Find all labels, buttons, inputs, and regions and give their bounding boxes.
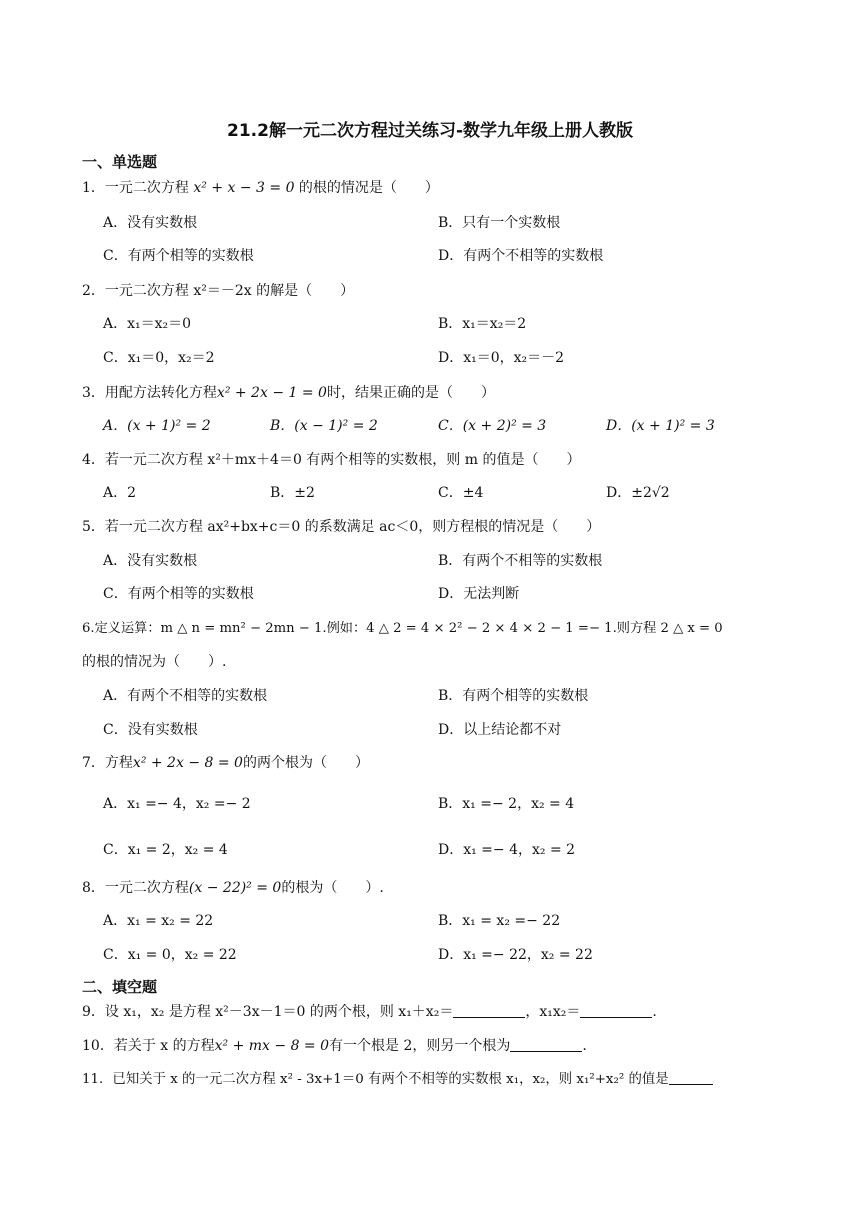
question-7: 7．方程x² + 2x − 8 = 0的两个根为（ ）: [82, 755, 369, 771]
q5-option-b: B．有两个不相等的实数根: [438, 553, 603, 569]
question-1: 1．一元二次方程 x² + x − 3 = 0 的根的情况是（ ）: [82, 180, 439, 196]
q6-option-b: B．有两个相等的实数根: [438, 688, 589, 704]
q1-option-c: C．有两个相等的实数根: [103, 248, 254, 264]
question-3: 3．用配方法转化方程x² + 2x − 1 = 0时，结果正确的是（ ）: [82, 385, 495, 401]
equation: x² + 2x − 8 = 0: [132, 755, 243, 771]
q6-option-c: C．没有实数根: [103, 722, 198, 738]
q2-option-a: A．x₁＝x₂＝0: [103, 316, 192, 332]
answer-blank[interactable]: [580, 1003, 652, 1018]
q2-option-d: D．x₁＝0，x₂＝－2: [438, 350, 565, 366]
q1-option-b: B．只有一个实数根: [438, 215, 561, 231]
equation: (x − 22)² = 0: [188, 880, 282, 896]
q4-option-b: B．±2: [270, 485, 315, 501]
q3-option-d: D．(x + 1)² = 3: [606, 418, 715, 434]
q1-option-a: A．没有实数根: [103, 215, 198, 231]
answer-blank[interactable]: [669, 1070, 713, 1085]
q4-option-c: C．±4: [438, 485, 484, 501]
q3-option-b: B．(x − 1)² = 2: [270, 418, 378, 434]
q7-option-a: A．x₁ =− 4，x₂ =− 2: [103, 796, 251, 812]
q4-option-d: D．±2√2: [606, 485, 670, 501]
q5-option-c: C．有两个相等的实数根: [103, 586, 254, 602]
q7-option-b: B．x₁ =− 2，x₂ = 4: [438, 796, 575, 812]
q1-option-d: D．有两个不相等的实数根: [438, 248, 604, 264]
answer-blank[interactable]: [510, 1037, 582, 1052]
equation: x² + 2x − 1 = 0: [216, 385, 327, 401]
question-5: 5．若一元二次方程 ax²+bx+c＝0 的系数满足 ac＜0，则方程根的情况是（ ）: [82, 519, 601, 535]
question-2: 2．一元二次方程 x²＝－2x 的解是（ ）: [82, 283, 355, 299]
q3-option-a: A．(x + 1)² = 2: [103, 418, 211, 434]
question-6-line-2: 的根的情况为（ ）.: [82, 654, 227, 670]
question-8: 8．一元二次方程(x − 22)² = 0的根为（ ）.: [82, 880, 384, 896]
q7-option-c: C．x₁ = 2，x₂ = 4: [103, 842, 228, 858]
section-single-choice: 一、单选题: [82, 153, 158, 171]
q8-option-d: D．x₁ =− 22，x₂ = 22: [438, 947, 593, 963]
question-4: 4．若一元二次方程 x²＋mx＋4＝0 有两个相等的实数根，则 m 的值是（ ）: [82, 452, 581, 468]
q2-option-b: B．x₁＝x₂＝2: [438, 316, 527, 332]
q8-option-b: B．x₁ = x₂ =− 22: [438, 913, 561, 929]
q7-option-d: D．x₁ =− 4，x₂ = 2: [438, 842, 576, 858]
question-9: 9．设 x₁，x₂ 是方程 x²－3x－1＝0 的两个根，则 x₁＋x₂＝ ，x₁x₂＝ .: [82, 1004, 657, 1020]
q2-option-c: C．x₁＝0，x₂＝2: [103, 350, 215, 366]
section-fill-blank: 二、填空题: [82, 978, 158, 996]
q5-option-d: D．无法判断: [438, 586, 520, 602]
q6-option-d: D．以上结论都不对: [438, 722, 562, 738]
question-6-line-1: 6.定义运算：m △ n = mn² − 2mn − 1.例如：4 △ 2 = 4 × 2² − 2 × 4 × 2 − 1 =− 1.则方程 2 △ x = 0: [82, 621, 723, 636]
q8-option-a: A．x₁ = x₂ = 22: [103, 913, 214, 929]
q6-option-a: A．有两个不相等的实数根: [103, 688, 268, 704]
q4-option-a: A．2: [103, 485, 137, 501]
question-11: 11．已知关于 x 的一元二次方程 x² - 3x+1＝0 有两个不相等的实数根 x₁，x₂，则 x₁²+x₂² 的值是: [82, 1070, 713, 1090]
q3-option-c: C．(x + 2)² = 3: [438, 418, 547, 434]
page-title: 21.2解一元二次方程过关练习-数学九年级上册人教版: [227, 121, 633, 141]
q8-option-c: C．x₁ = 0，x₂ = 22: [103, 947, 237, 963]
q5-option-a: A．没有实数根: [103, 553, 198, 569]
equation: x² + mx − 8 = 0: [214, 1038, 330, 1054]
question-10: 10．若关于 x 的方程x² + mx − 8 = 0有一个根是 2，则另一个根为 .: [82, 1038, 587, 1054]
equation: x² + x − 3 = 0: [193, 180, 295, 196]
answer-blank[interactable]: [453, 1003, 525, 1018]
